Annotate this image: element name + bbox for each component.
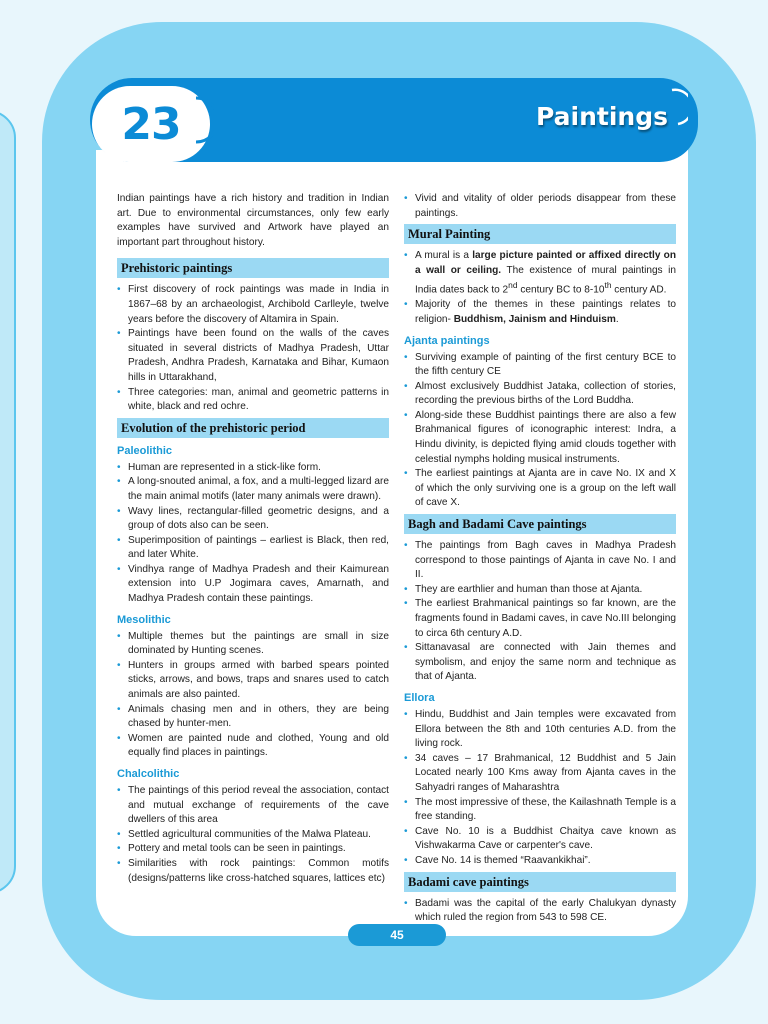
subheading-paleolithic: Paleolithic — [117, 444, 173, 457]
heading-evolution: Evolution of the prehistoric period — [117, 418, 389, 438]
list-item: • The most impressive of these, the Kailashnath Temple is a free standing. — [404, 796, 676, 825]
list-item: • They are earthlier and human than those at Ajanta. — [404, 583, 676, 598]
list-item: • Cave No. 10 is a Buddhist Chaitya cave known as Vishwakarma Cave or carpenter's cave. — [404, 825, 676, 854]
list-item: • Along-side these Buddhist paintings there are also a few Brahmanical figures of iconographic interest: Indra, a Hindu divinity, is depicted flying amid clouds together with celestial nymphs holding musical instruments. — [404, 409, 676, 467]
chalcolithic-list — [117, 784, 389, 886]
page-number: 45 — [348, 924, 446, 946]
left-column — [117, 192, 389, 886]
list-item: • Surviving example of painting of the first century BCE to the fifth century CE — [404, 351, 676, 380]
list-item: • Hindu, Buddhist and Jain temples were excavated from Ellora between the 8th and 10th centuries A.D. from the living rock. — [404, 708, 676, 752]
list-item: • Multiple themes but the paintings are small in size dominated by Hunting scenes. — [117, 630, 389, 659]
list-item: • Paintings have been found on the walls of the caves situated in several districts of Madhya Pradesh, Uttar Pradesh, Andhra Pradesh, Karnataka and Bihar, Kumaon hills in Uttarakhand, — [117, 327, 389, 385]
intro-paragraph: Indian paintings have a rich history and tradition in Indian art. Due to environmental circumstances, only few early examples have survived and Artwork have played an important part throughout history. — [117, 193, 389, 248]
paleolithic-list — [117, 461, 389, 607]
badge-arc-icon — [192, 94, 214, 146]
list-item: • Cave No. 14 is themed “Raavankikhai”. — [404, 854, 676, 869]
list-item: • Hunters in groups armed with barbed spears pointed sticks, arrows, and bows, traps and snares used to catch animals are also painted. — [117, 659, 389, 703]
list-item: • Women are painted nude and clothed, Young and old equally find places in paintings. — [117, 732, 389, 761]
prehistoric-list — [117, 283, 389, 414]
list-item: • Almost exclusively Buddhist Jataka, collection of stories, recording the previous births of the Lord Buddha. — [404, 380, 676, 409]
list-item: • Sittanavasal are connected with Jain themes and symbolism, and enjoy the same norm and technique as that of Ajanta. — [404, 641, 676, 685]
heading-mural: Mural Painting — [404, 224, 676, 244]
subheading-mesolithic: Mesolithic — [117, 613, 171, 626]
list-item: • A mural is a large picture painted or affixed directly on a wall or ceiling. The existence of mural paintings in India dates back to 2nd century BC to 8-10th century AD. — [404, 249, 676, 298]
mesolithic-list — [117, 630, 389, 761]
list-item: • Wavy lines, rectangular-filled geometric designs, and a group of dots also can be seen. — [117, 505, 389, 534]
subheading-chalcolithic: Chalcolithic — [117, 768, 180, 780]
list-item: • Vivid and vitality of older periods disappear from these paintings. — [404, 192, 676, 221]
list-item: • Human are represented in a stick-like form. — [117, 461, 389, 476]
list-item: • Similarities with rock paintings: Common motifs (designs/patterns like cross-hatched squares, lattices etc) — [117, 857, 389, 886]
list-item: • Superimposition of paintings – earliest is Black, then red, and later White. — [117, 534, 389, 563]
list-item: • Animals chasing men and in others, they are being chased by hunter-men. — [117, 703, 389, 732]
subheading-ellora: Ellora — [404, 691, 435, 704]
heading-badami: Badami cave paintings — [404, 872, 676, 892]
list-item: • The paintings from Bagh caves in Madhya Pradesh correspond to those paintings of Ajanta in cave No. I and II. — [404, 539, 676, 583]
list-item: • A long-snouted animal, a fox, and a multi-legged lizard are the main animal motifs (later many animals were drawn). — [117, 475, 389, 504]
subheading-ajanta: Ajanta paintings — [404, 334, 490, 347]
continuation-list — [404, 192, 676, 221]
list-item: • Vindhya range of Madhya Pradesh and their Kaimurean extension into U.P Jogimara caves, Amarnath, and Madhya Pradesh contain these paintings. — [117, 563, 389, 607]
heading-prehistoric: Prehistoric paintings — [117, 258, 389, 278]
title-arc-icon — [668, 88, 688, 128]
ajanta-list — [404, 351, 676, 512]
list-item: • Majority of the themes in these paintings relates to religion- Buddhism, Jainism and Hinduism. — [404, 298, 676, 327]
ellora-list — [404, 708, 676, 869]
list-item: • First discovery of rock paintings was made in India in 1867–68 by an archaeologist, Archibold Carlleyle, twelve years before the discovery of Altamira in Spain. — [117, 283, 389, 327]
list-item: • 34 caves – 17 Brahmanical, 12 Buddhist and 5 Jain Located nearly 100 Kms away from Ajanta caves in the Sahyadri ranges of Maharashtra — [404, 752, 676, 796]
chapter-number: 23 — [121, 98, 181, 150]
list-item: • Settled agricultural communities of the Malwa Plateau. — [117, 828, 389, 843]
heading-bagh-badami: Bagh and Badami Cave paintings — [404, 514, 676, 534]
list-item: • Pottery and metal tools can be seen in paintings. — [117, 842, 389, 857]
badami-list — [404, 897, 676, 926]
right-column — [404, 192, 676, 926]
bagh-list — [404, 539, 676, 685]
list-item: • Badami was the capital of the early Chalukyan dynasty which ruled the region from 543 to 598 CE. — [404, 897, 676, 926]
list-item: • The earliest Brahmanical paintings so far known, are the fragments found in Badami caves, in cave No.III belonging to circa 6th century A.D. — [404, 597, 676, 641]
list-item: • The earliest paintings at Ajanta are in cave No. IX and X of which the only surviving one is a group on the left wall of cave X. — [404, 467, 676, 511]
list-item: • The paintings of this period reveal the association, contact and mutual exchange of requirements of the cave dwellers of this area — [117, 784, 389, 828]
mural-list — [404, 249, 676, 327]
chapter-title: Paintings — [536, 102, 668, 131]
list-item: • Three categories: man, animal and geometric patterns in white, black and red ochre. — [117, 386, 389, 415]
adjacent-page-edge — [0, 110, 16, 894]
